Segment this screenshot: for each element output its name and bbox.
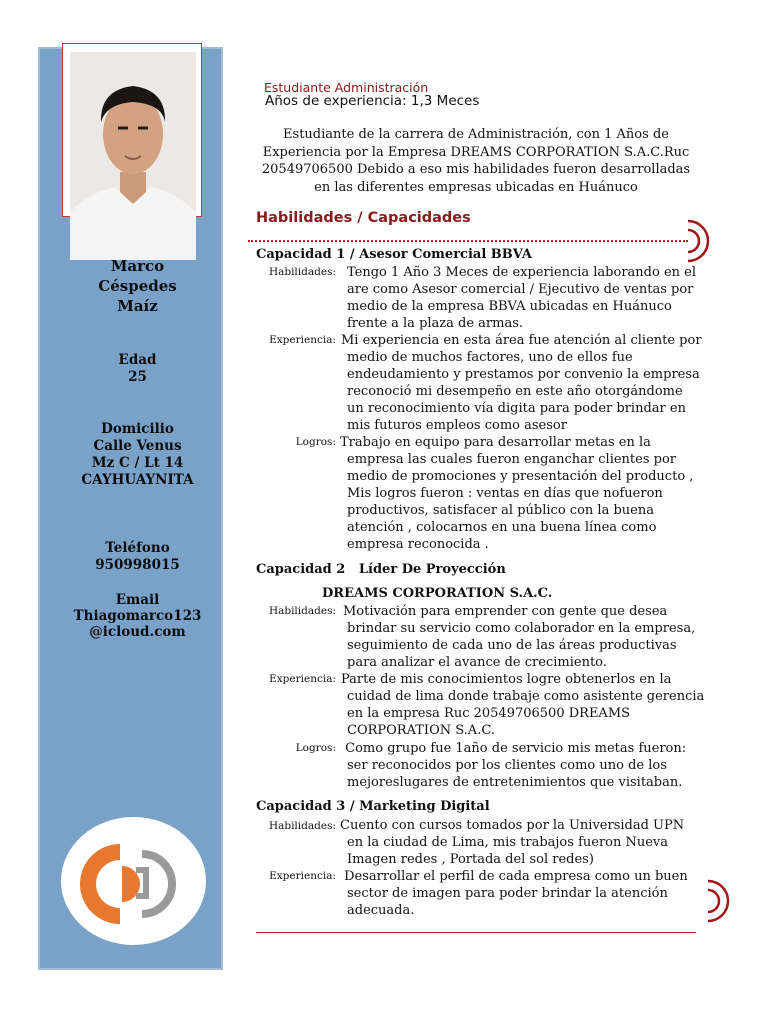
email-line-1: Thiagomarco123 <box>73 608 202 624</box>
phone-label: Teléfono <box>105 540 170 556</box>
logo-icon <box>80 836 190 932</box>
experience-label: Experiencia: <box>269 870 336 882</box>
profile-photo <box>70 52 196 260</box>
bracket-arc-icon <box>706 878 736 924</box>
bracket-arc-icon <box>686 218 716 264</box>
skills-label: Habilidades: <box>268 605 336 617</box>
address-label: Domicilio <box>101 421 174 437</box>
dotted-divider <box>248 240 688 242</box>
phone-value: 950998015 <box>95 557 180 573</box>
capacity-2-achievements: Como grupo fue 1año de servicio mis metas fueron: ser reconocidos por los clientes como uno de los mejoreslugares de entretenimientos que visitaban. <box>341 741 687 790</box>
summary-line: Estudiante de la carrera de Administración, con 1 Años de <box>283 127 669 142</box>
capacity-2-skills: Motivación para emprender con gente que desea brindar su servicio como colaborador en la empresa, seguimiento de cada uno de las áreas productivas para analizar el avance de crecimiento. <box>343 604 696 670</box>
capacity-3-title: Capacidad 3 / Marketing Digital <box>256 799 490 814</box>
capacity-1-experience: Mi experiencia en esta área fue atención al cliente por medio de muchos factores, uno de ellos fue endeudamiento y prestamos por convenio la empresa reconoció mi desempeño en este año otorgándome un reconocimiento vía digita para poder brindar en mis futuros empleos como asesor <box>341 333 702 433</box>
experience-label: Experiencia: <box>269 334 336 346</box>
achievements-label: Logros: <box>295 436 336 448</box>
section-title: Habilidades / Capacidades <box>256 210 471 226</box>
summary-line: Experiencia por la Empresa DREAMS CORPORATION S.A.C.Ruc <box>262 144 690 160</box>
email-line-2: @icloud.com <box>89 624 186 640</box>
summary-line: 20549706500 Debido a eso mis habilidades fueron desarrolladas <box>261 162 691 177</box>
role-title: Estudiante Administración <box>264 80 429 95</box>
experience-label: Experiencia: <box>269 673 336 685</box>
age-label: Edad <box>118 352 157 368</box>
achievements-label: Logros: <box>295 742 336 754</box>
capacity-2-company: DREAMS CORPORATION S.A.C. <box>322 586 553 601</box>
skills-label: Habilidades: <box>268 820 336 832</box>
capacity-3-experience: Desarrollar el perfil de cada empresa como un buen sector de imagen para poder brindar la atención adecuada. <box>340 869 688 918</box>
name-line-3: Maíz <box>117 297 158 315</box>
summary-line: en las diferentes empresas ubicadas en Huánuco <box>314 179 638 195</box>
capacity-1-achievements: Trabajo en equipo para desarrollar metas en la empresa las cuales fueron enganchar clientes por medio de promociones y presentación del producto , Mis logros fueron : ventas en días que nofueron productivos, satisfacer al público con la buena atención , colocarnos en una buena línea como empresa reconocida . <box>340 435 694 552</box>
address-line-2: Mz C / Lt 14 <box>91 455 184 471</box>
skills-label: Habilidades: <box>268 266 336 278</box>
name-line-2: Céspedes <box>98 277 177 295</box>
experience-years: Años de experiencia: 1,3 Meces <box>265 93 480 109</box>
address-line-3: CAYHUAYNITA <box>81 472 194 488</box>
capacity-1-skills: Tengo 1 Año 3 Meces de experiencia laborando en el are como Asesor comercial / Ejecutivo de ventas por medio de la empresa BBVA ubicadas en Huánuco frente a la plaza de armas. <box>347 265 696 331</box>
email-label: Email <box>115 592 160 608</box>
capacity-2-title: Capacidad 2 Líder De Proyección <box>256 562 506 577</box>
capacity-1-title: Capacidad 1 / Asesor Comercial BBVA <box>256 247 532 262</box>
summary <box>256 126 696 196</box>
capacity-3-skills: Cuento con cursos tomados por la Universidad UPN en la ciudad de Lima, mis trabajos fueron Nueva Imagen redes , Portada del sol redes) <box>340 818 685 867</box>
address-line-1: Calle Venus <box>93 438 182 454</box>
age-value: 25 <box>128 369 147 385</box>
name-line-1: Marco <box>110 257 165 275</box>
bottom-divider <box>256 932 696 933</box>
capacity-2-experience: Parte de mis conocimientos logre obtenerlos en la cuidad de lima donde trabaje como asistente gerencia en la empresa Ruc 20549706500 DREAMS CORPORATION S.A.C. <box>341 672 705 738</box>
